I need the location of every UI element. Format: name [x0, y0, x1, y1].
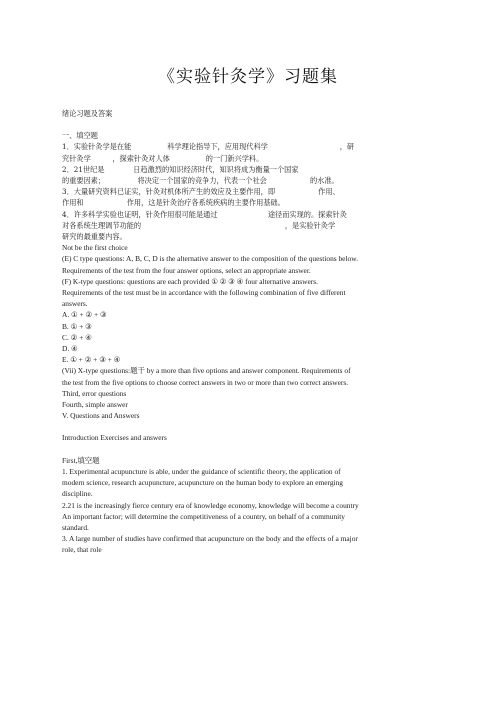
section-heading: Introduction Exercises and answers: [62, 433, 167, 443]
answer-option-a: A. ① + ② + ③: [62, 310, 107, 320]
section-heading: 绪论习题及答案: [62, 109, 113, 118]
paragraph-line: 对各系统生理调节功能的 ，是实验针灸学: [62, 220, 336, 230]
paragraph-line: 1．实验针灸学是在能 科学理论指导下，应用现代科学 ，研: [62, 142, 355, 152]
paragraph-line: (F) K-type questions: questions are each provided ① ② ③ ④ four alternative answers.: [62, 276, 318, 286]
paragraph-line: 的重要因素； 将决定一个国家的竞争力，代表一个社会 的水准。: [62, 176, 339, 186]
answer-option-b: B. ① + ③: [62, 321, 92, 331]
paragraph-line: 3. A large number of studies have confirmed that acupuncture on the body and the effects of a major: [62, 534, 358, 544]
document-title: 《实验针灸学》习题集: [158, 67, 338, 87]
paragraph-line: answers.: [62, 299, 88, 309]
paragraph-line: discipline.: [62, 489, 93, 499]
answer-option-e: E. ① + ② + ③ + ④: [62, 355, 121, 365]
paragraph-line: Requirements of the test from the four answer options, select an appropriate answer.: [62, 265, 311, 275]
paragraph-line: Fourth, simple answer: [62, 400, 128, 410]
paragraph-line: 究针灸学 ，探索针灸对人体 的一门新兴学科。: [62, 153, 264, 163]
paragraph-line: 2.21 is the increasingly fierce century era of knowledge economy, knowledge will become a country: [62, 500, 359, 510]
paragraph-line: modern science, research acupuncture, acupuncture on the human body to explore an emerging: [62, 478, 344, 488]
paragraph-line: Not be the first choice: [62, 243, 128, 253]
paragraph-line: V. Questions and Answers: [62, 411, 140, 421]
paragraph-line: 作用和 作用，这是针灸治疗各系统疾病的主要作用基础。: [62, 198, 285, 208]
paragraph-line: role, that role: [62, 545, 102, 555]
subsection-heading: First,填空题: [62, 455, 100, 465]
paragraph-line: 2．21世纪是 日趋激烈的知识经济时代，知识将成为衡量一个国家: [62, 164, 299, 174]
document-body: [62, 108, 426, 556]
paragraph-line: Third, error questions: [62, 388, 127, 398]
paragraph-line: the test from the five options to choose correct answers in two or more than two correct answers.: [62, 377, 349, 387]
paragraph-line: standard.: [62, 522, 89, 532]
paragraph-line: (Vii) X-type questions:题干 by a more than five options and answer component. Requirements of: [62, 366, 351, 376]
paragraph-line: An important factor; will determine the competitiveness of a country, on behalf of a community: [62, 511, 345, 521]
answer-option-c: C. ② + ④: [62, 332, 92, 342]
paragraph-line: Requirements of the test must be in accordance with the following combination of five different: [62, 288, 346, 298]
answer-option-d: D. ④: [62, 344, 78, 354]
paragraph-line: 4．许多科学实验也证明，针灸作用很可能是通过 途径而实现的。探索针灸: [62, 209, 347, 219]
subsection-heading: 一、填空题: [62, 131, 98, 141]
paragraph-line: (E) C type questions: A, B, C, D is the alternative answer to the composition of the questions below.: [62, 254, 358, 264]
paragraph-line: 研究的最重要内容。: [62, 232, 127, 242]
paragraph-line: 1. Experimental acupuncture is able, under the guidance of scientific theory, the application of: [62, 466, 341, 476]
paragraph-line: 3．大量研究资料已证实，针灸对机体所产生的效应及主要作用，即 作用、: [62, 187, 340, 197]
